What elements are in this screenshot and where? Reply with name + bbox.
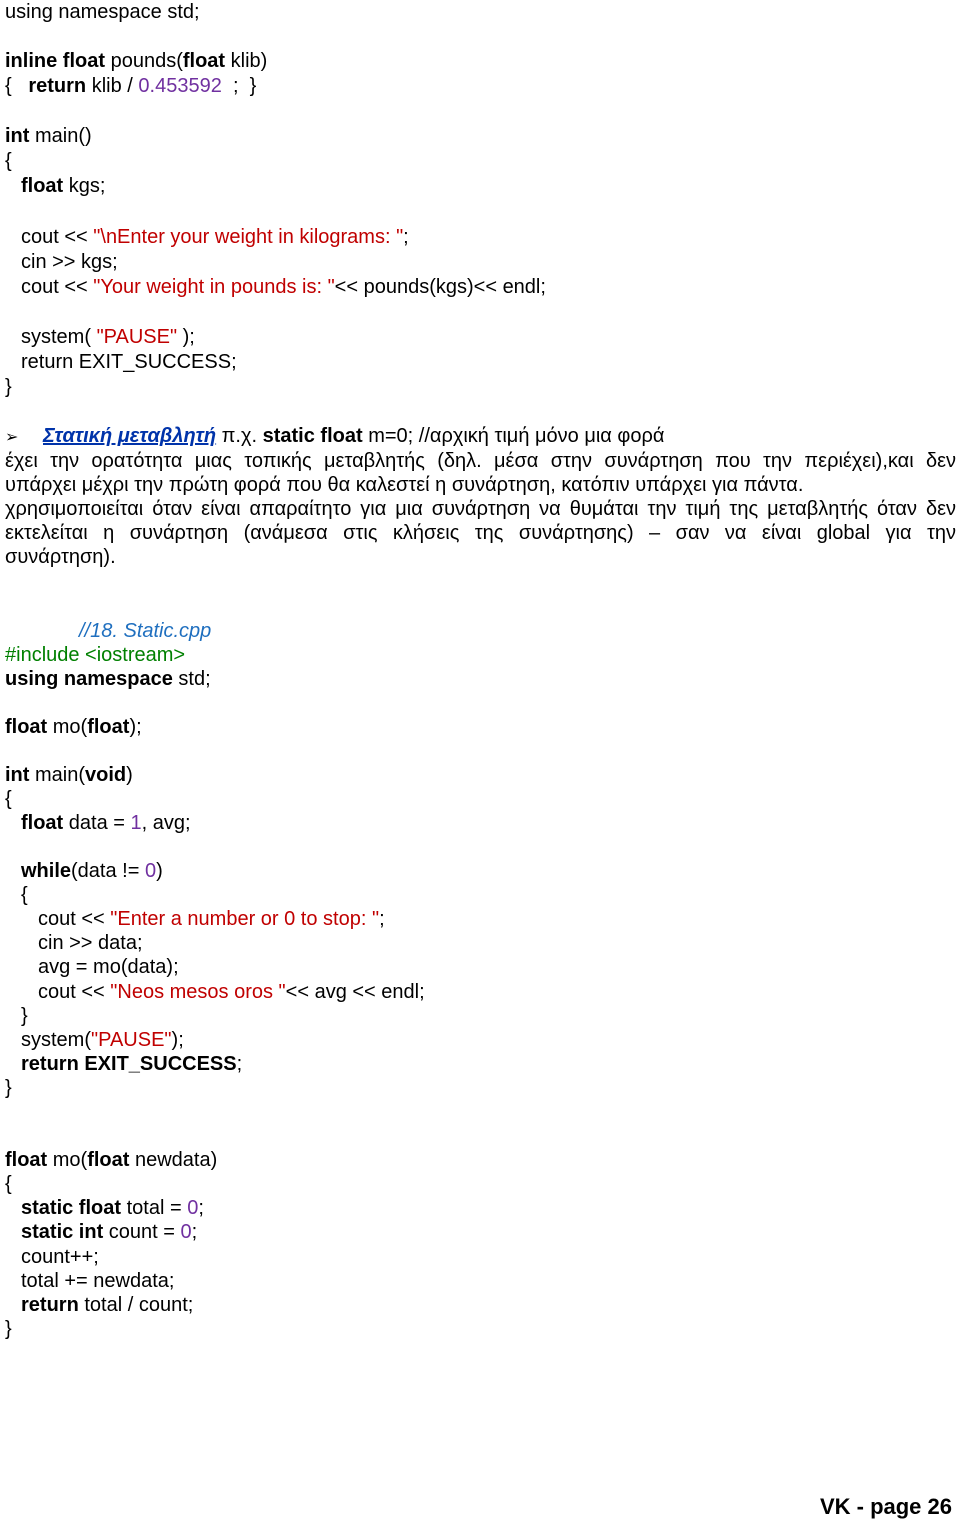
number-literal: 0.453592 <box>138 75 222 97</box>
code-line <box>5 763 133 787</box>
code-line <box>21 325 195 349</box>
code-line <box>5 124 92 148</box>
string-literal: "Enter a number or 0 to stop: " <box>110 908 380 930</box>
code-line <box>21 250 118 274</box>
keyword: float <box>182 50 226 72</box>
code-text: system( <box>21 326 97 348</box>
code-line <box>21 1269 174 1293</box>
code-text: klib) <box>225 50 268 72</box>
code-text: cout << <box>21 226 94 248</box>
code-line <box>5 1172 12 1196</box>
code-text: ); <box>171 1029 184 1051</box>
number-literal: 0 <box>187 1197 199 1219</box>
code-text: cout << <box>38 908 111 930</box>
bullet-heading <box>5 424 664 450</box>
code-text: newdata) <box>129 1149 218 1171</box>
code-text: data = <box>63 812 131 834</box>
code-text: , avg; <box>141 812 191 834</box>
code-line <box>21 1293 193 1317</box>
string-literal: "PAUSE" <box>91 1029 172 1051</box>
keyword: float <box>87 716 130 738</box>
arrow-bullet-icon: ➢ <box>5 429 19 446</box>
code-text: mo( <box>47 1149 88 1171</box>
paragraph-line: εκτελείται η συνάρτηση (ανάμεσα στις κλήσεις της συνάρτησης) – σαν να είναι global για την <box>5 522 956 544</box>
code-line <box>21 350 237 374</box>
code-line <box>21 883 28 907</box>
number-literal: 0 <box>180 1221 192 1243</box>
code-text: std; <box>172 668 211 690</box>
code-line <box>5 74 256 98</box>
code-text: cin >> kgs; <box>21 251 118 273</box>
code-line <box>5 0 200 24</box>
keyword: static int <box>21 1221 104 1243</box>
code-text: } <box>21 1005 28 1027</box>
code-text: pounds( <box>105 50 183 72</box>
code-text: { <box>21 884 28 906</box>
code-text: { <box>5 75 29 97</box>
code-text: klib / <box>86 75 139 97</box>
code-text: kgs; <box>63 175 106 197</box>
example-prefix: π.χ. <box>216 425 263 447</box>
string-literal: "\nEnter your weight in kilograms: " <box>93 226 404 248</box>
code-line <box>21 1004 28 1028</box>
string-literal: "Neos mesos oros " <box>110 981 286 1003</box>
code-line <box>5 1317 12 1341</box>
keyword: void <box>85 764 127 786</box>
paragraph-line: έχει την ορατότητα μιας τοπικής μεταβλητής (δηλ. μέσα στην συνάρτηση που την περιέχει),και δεν <box>5 450 956 472</box>
keyword: inline <box>5 50 58 72</box>
code-text: cout << <box>21 276 94 298</box>
keyword: return <box>28 75 87 97</box>
code-text: system( <box>21 1029 91 1051</box>
code-text: (data != <box>71 860 145 882</box>
code-text: ; <box>403 226 409 248</box>
code-line <box>5 667 211 691</box>
code-text: avg = mo(data); <box>38 956 179 978</box>
code-line <box>38 955 179 979</box>
code-text: using namespace std; <box>5 1 200 23</box>
code-text: cout << <box>38 981 111 1003</box>
keyword: return EXIT_SUCCESS <box>21 1053 237 1075</box>
code-text: ) <box>156 860 163 882</box>
code-text: total / count; <box>78 1294 194 1316</box>
include-directive: #include <iostream> <box>5 644 186 666</box>
keyword: float <box>5 1149 48 1171</box>
keyword: float <box>5 716 48 738</box>
keyword: float <box>21 175 64 197</box>
keyword: static float <box>21 1197 122 1219</box>
code-line <box>21 859 163 883</box>
code-text: { <box>5 150 12 172</box>
code-text: ); <box>129 716 142 738</box>
code-text: ; <box>198 1197 204 1219</box>
keyword: static float <box>262 425 363 447</box>
code-text: } <box>5 376 12 398</box>
keyword: using namespace <box>5 668 173 690</box>
keyword: float <box>87 1149 130 1171</box>
code-text: { <box>5 788 12 810</box>
code-text: ; <box>236 1053 243 1075</box>
keyword: float <box>21 812 64 834</box>
code-line <box>21 1196 204 1220</box>
code-line <box>5 49 267 73</box>
code-line <box>21 1220 197 1244</box>
code-text: << avg << endl; <box>285 981 425 1003</box>
paragraph-line: υπάρχει μέχρι την πρώτη φορά που θα καλεστεί η συνάρτηση, κατόπιν υπάρχει για πάντα. <box>5 474 804 496</box>
code-line <box>5 149 12 173</box>
code-text: count++; <box>21 1246 99 1268</box>
paragraph-line: χρησιμοποιείται όταν είναι απαραίτητο για μια συνάρτηση να θυμάται την τιμή της μεταβλητής όταν δεν <box>5 498 956 520</box>
number-literal: 0 <box>144 860 157 882</box>
code-line <box>38 931 143 955</box>
paragraph-line: συνάρτηση). <box>5 546 116 568</box>
code-line <box>5 715 142 739</box>
code-line <box>21 174 105 198</box>
code-line <box>5 1076 12 1100</box>
keyword: while <box>21 860 72 882</box>
code-line <box>38 980 425 1004</box>
code-line <box>21 225 409 249</box>
code-text: ; <box>191 1221 198 1243</box>
code-line <box>21 1245 99 1269</box>
code-line <box>79 619 211 643</box>
code-text: main() <box>29 125 92 147</box>
keyword: float <box>62 50 106 72</box>
number-literal: 1 <box>130 812 142 834</box>
code-text: count = <box>103 1221 181 1243</box>
code-text: ) <box>126 764 133 786</box>
code-line <box>5 1148 217 1172</box>
string-literal: "Your weight in pounds is: " <box>93 276 335 298</box>
code-line <box>5 375 12 399</box>
code-text: main( <box>29 764 86 786</box>
code-text: ; } <box>221 75 257 97</box>
code-line <box>5 787 12 811</box>
code-text: << pounds(kgs)<< endl; <box>334 276 546 298</box>
keyword: int <box>5 125 30 147</box>
code-text: mo( <box>47 716 88 738</box>
term-static-variable: Στατική μεταβλητή <box>43 425 217 447</box>
code-line <box>21 1052 242 1076</box>
code-text: ; <box>379 908 385 930</box>
code-text: cin >> data; <box>38 932 143 954</box>
page-footer: VK - page 26 <box>819 1494 952 1519</box>
code-line <box>38 907 385 931</box>
code-text: ); <box>177 326 195 348</box>
code-line <box>21 811 191 835</box>
example-text: m=0; //αρχική τιμή μόνο μια φορά <box>362 425 665 447</box>
code-text: } <box>5 1077 12 1099</box>
code-text: total = <box>121 1197 188 1219</box>
code-text: return EXIT_SUCCESS; <box>21 351 237 373</box>
code-line <box>21 1028 184 1052</box>
file-comment: //18. Static.cpp <box>79 620 212 642</box>
code-text: } <box>5 1318 12 1340</box>
code-text: total += newdata; <box>21 1270 175 1292</box>
code-line <box>5 643 185 667</box>
keyword: int <box>5 764 30 786</box>
keyword: return <box>21 1294 79 1316</box>
code-text: { <box>5 1173 12 1195</box>
code-line <box>21 275 546 299</box>
string-literal: "PAUSE" <box>96 326 178 348</box>
